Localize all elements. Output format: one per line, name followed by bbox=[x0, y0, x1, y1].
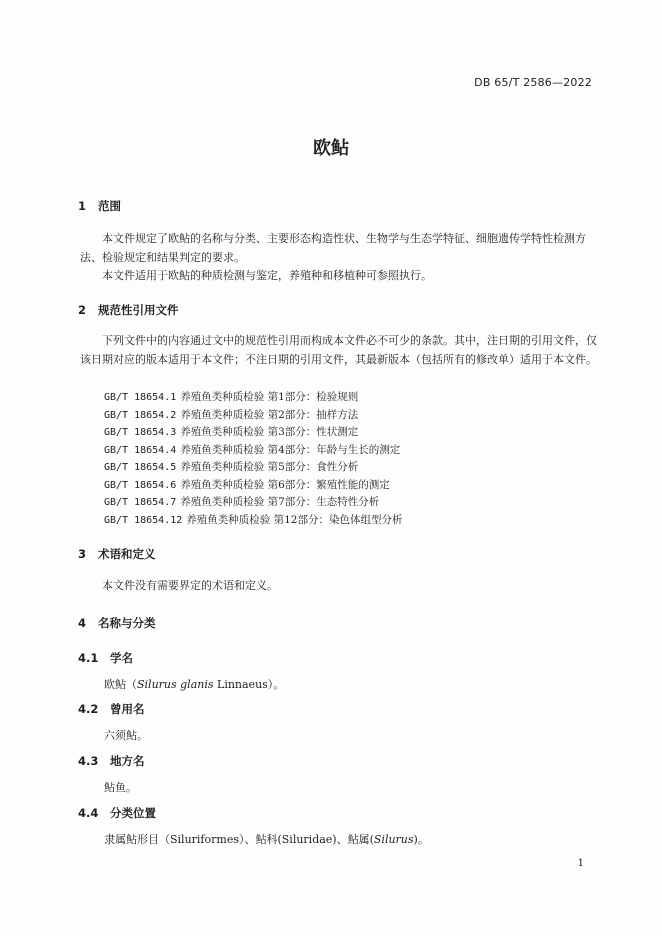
scope-paragraph-1: 本文件规定了欧鲇的名称与分类、主要形态构造性状、生物学与生态学特征、细胞遗传学特性检测方法、检验规定和结果判定的要求。 bbox=[80, 232, 586, 264]
reference-item: GB/T 18654.1 养殖鱼类种质检验 第1部分：检验规则 bbox=[104, 391, 359, 403]
section-title: 范围 bbox=[98, 199, 121, 213]
section-1-heading bbox=[78, 198, 121, 214]
subsection-4-3-heading: 4.3 地方名 bbox=[78, 754, 145, 768]
section-number: 2 bbox=[78, 303, 87, 317]
reference-item: GB/T 18654.6 养殖鱼类种质检验 第6部分：繁殖性能的测定 bbox=[104, 478, 390, 491]
section-3-heading bbox=[78, 546, 156, 562]
reference-item: GB/T 18654.5 养殖鱼类种质检验 第5部分：食性分析 bbox=[104, 461, 359, 473]
section-number: 1 bbox=[78, 199, 87, 213]
reference-item: GB/T 18654.4 养殖鱼类种质检验 第4部分：年龄与生长的测定 bbox=[104, 443, 401, 456]
scientific-name: 欧鲇（Silurus glanis Linnaeus）。 bbox=[104, 678, 285, 691]
page-number: 1 bbox=[577, 858, 584, 869]
reference-item: GB/T 18654.7 养殖鱼类种质检验 第7部分：生态特性分析 bbox=[104, 496, 380, 508]
section-2-heading bbox=[78, 302, 179, 318]
taxonomic-position: 隶属鲇形目（Siluriformes）、鲇科(Siluridae)、鲇属(Silurus)。 bbox=[104, 833, 429, 846]
former-name: 六须鲇。 bbox=[104, 729, 148, 742]
page-title: 欧鲇 bbox=[313, 138, 349, 159]
section-number: 3 bbox=[78, 547, 87, 561]
reference-list bbox=[104, 389, 402, 529]
reference-item: GB/T 18654.3 养殖鱼类种质检验 第3部分：性状测定 bbox=[104, 426, 359, 438]
terms-paragraph: 本文件没有需要界定的术语和定义。 bbox=[102, 579, 278, 592]
subsection-4-1-heading: 4.1 学名 bbox=[78, 651, 133, 665]
section-title: 规范性引用文件 bbox=[98, 303, 179, 317]
subsection-4-2-heading: 4.2 曾用名 bbox=[78, 702, 145, 716]
scope-paragraph-2: 本文件适用于欧鲇的种质检测与鉴定，养殖种和移植种可参照执行。 bbox=[102, 269, 432, 282]
section-number: 4 bbox=[78, 616, 87, 630]
normative-ref-paragraph: 下列文件中的内容通过文中的规范性引用而构成本文件必不可少的条款。其中，注日期的引用文件，仅该日期对应的版本适用于本文件；不注日期的引用文件，其最新版本（包括所有的修改单）适用于本文件。 bbox=[80, 334, 597, 366]
reference-item: GB/T 18654.2 养殖鱼类种质检验 第2部分：抽样方法 bbox=[104, 408, 359, 421]
section-4-heading bbox=[78, 615, 156, 631]
local-name: 鲇鱼。 bbox=[104, 781, 137, 794]
standard-number: DB 65/T 2586—2022 bbox=[474, 76, 592, 89]
section-title: 名称与分类 bbox=[98, 616, 156, 630]
section-title: 术语和定义 bbox=[98, 547, 156, 561]
reference-item: GB/T 18654.12 养殖鱼类种质检验 第12部分：染色体组型分析 bbox=[104, 513, 403, 526]
subsection-4-4-heading: 4.4 分类位置 bbox=[78, 806, 156, 820]
